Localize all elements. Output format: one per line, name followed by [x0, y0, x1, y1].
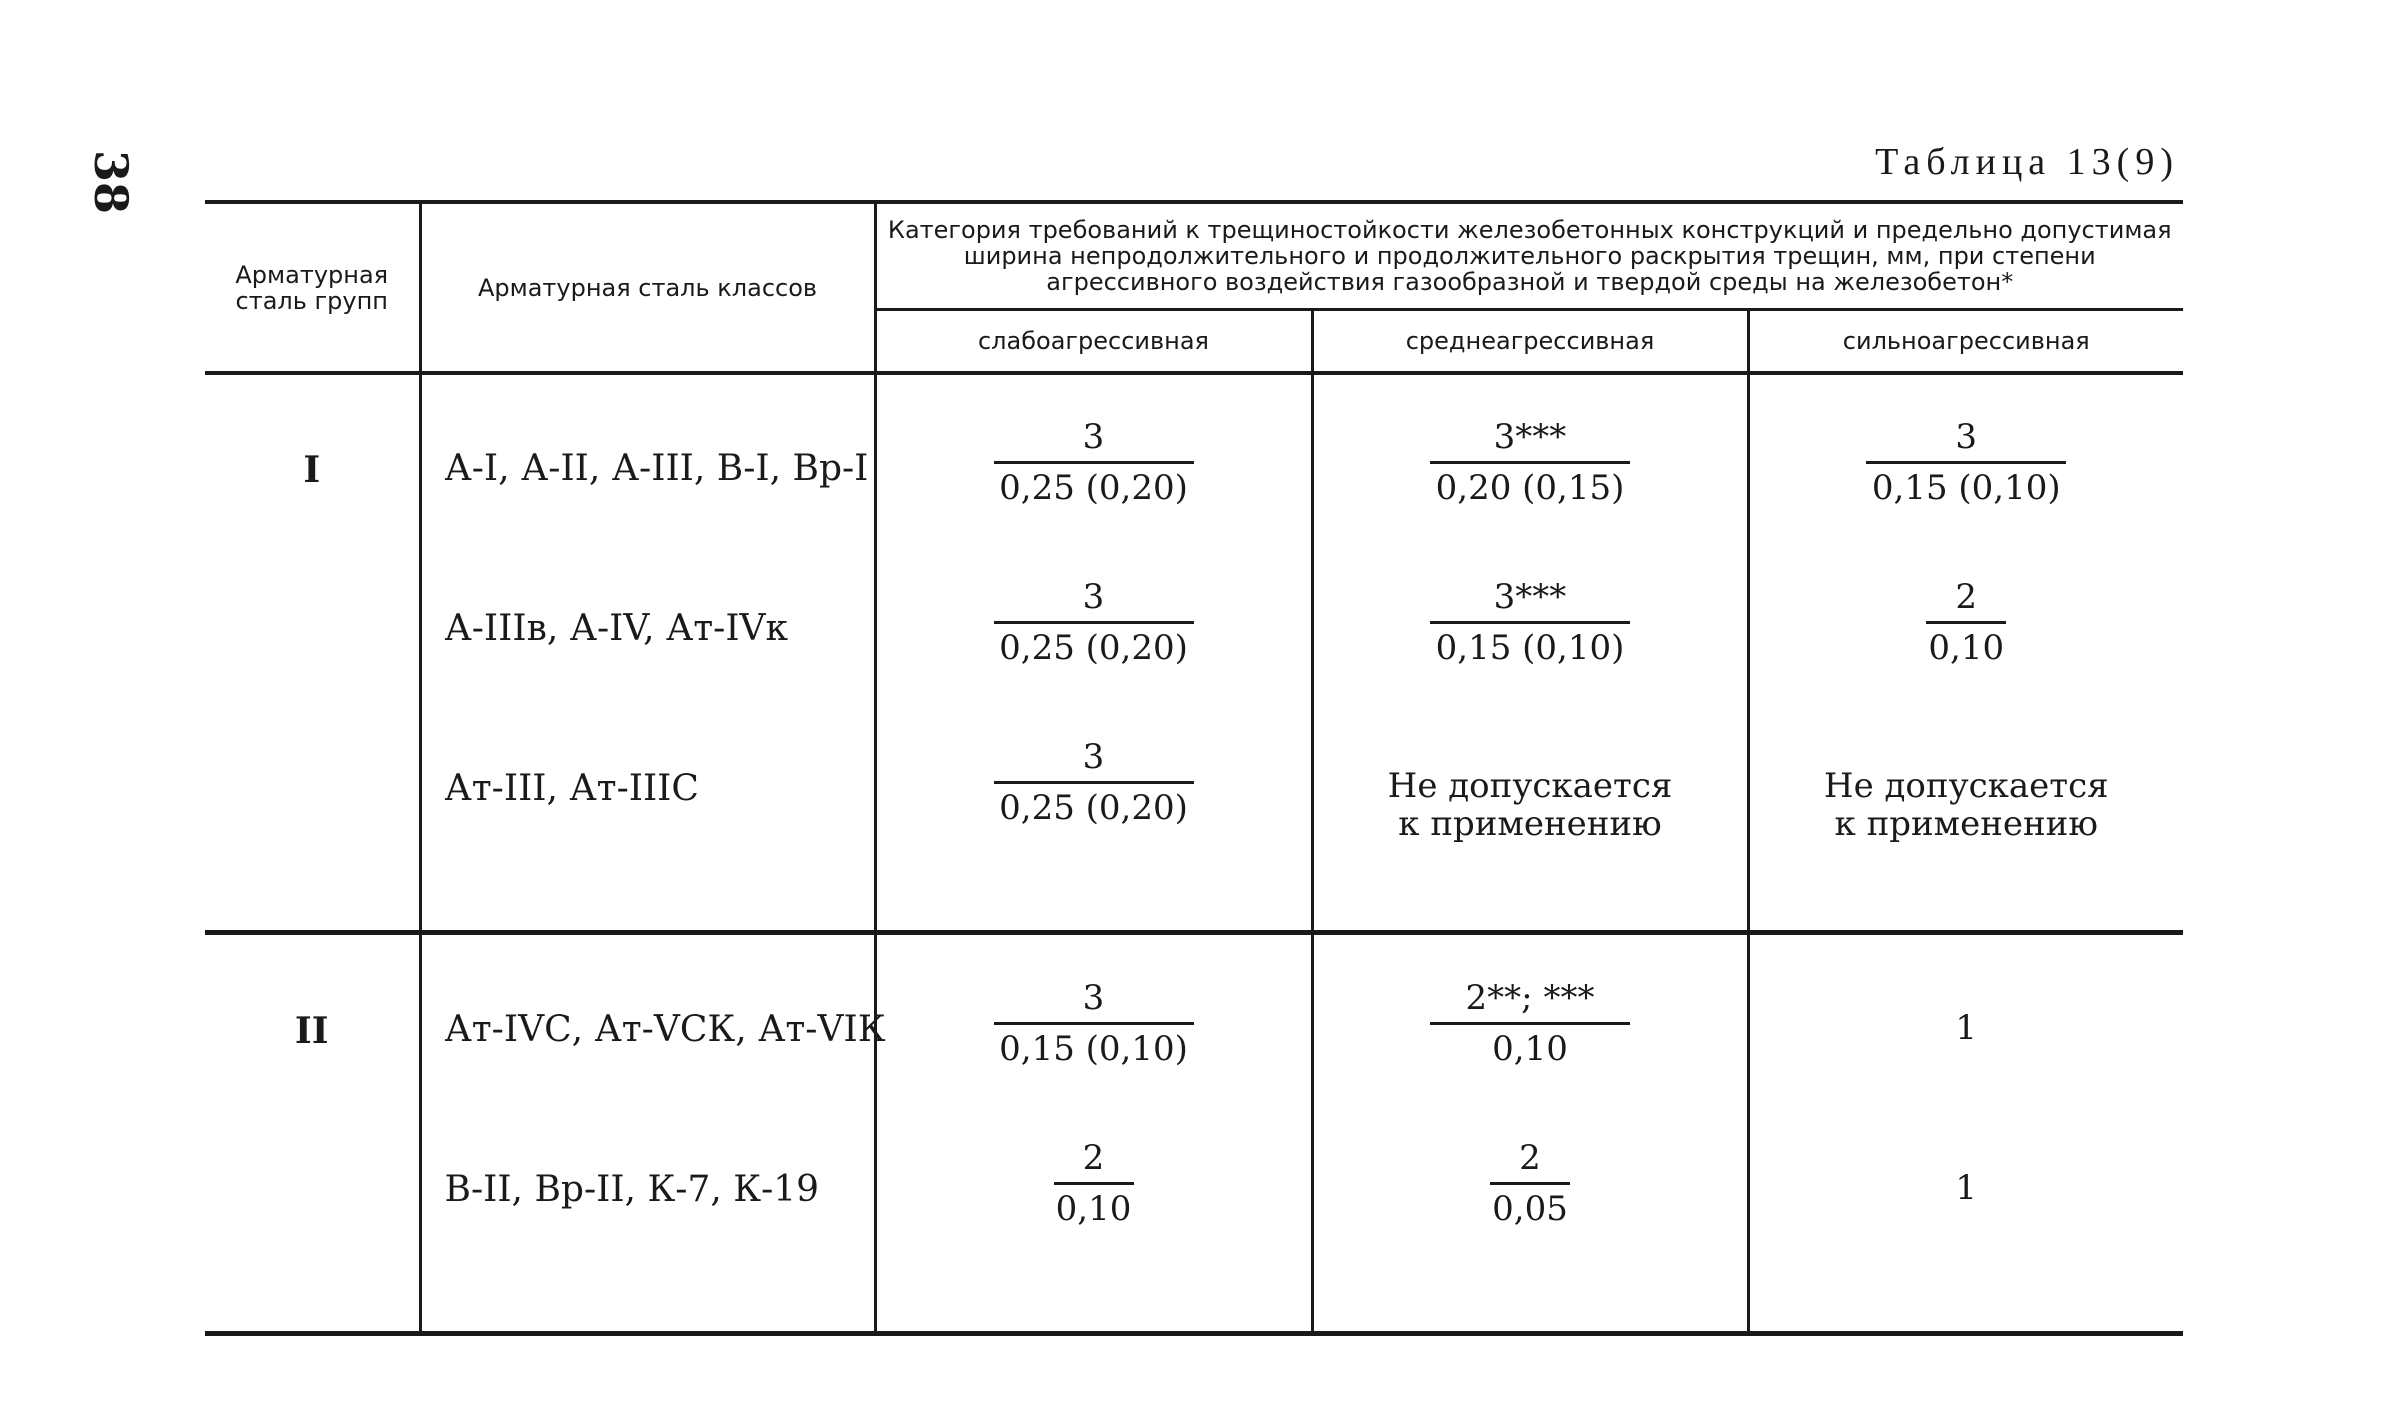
group-label: II: [294, 1010, 329, 1052]
not-allowed-text: [1824, 737, 2109, 843]
header-strong: сильноагрессивная: [1748, 310, 2183, 374]
category-value: 3: [1866, 417, 2066, 464]
not-allowed-line2: к применению: [1398, 804, 1662, 844]
category-value: 1: [1955, 1008, 1978, 1048]
weak-cell: [875, 373, 1312, 933]
value-entry: [1955, 1138, 1977, 1298]
value-entry: [994, 577, 1194, 737]
steel-class: А-IIIв, А-IV, Ат-IVк: [444, 608, 789, 649]
fraction: [1054, 1138, 1134, 1229]
medium-cell: [1312, 933, 1748, 1334]
page-number: 38: [84, 150, 138, 215]
crack-width-value: 0,15 (0,10): [1435, 628, 1625, 668]
group-label-cell: [205, 373, 420, 933]
value-entry: [1866, 417, 2066, 577]
strong-cell: [1748, 373, 2183, 933]
value-entry: [1388, 737, 1673, 897]
fraction: [994, 737, 1194, 828]
crack-width-value: 0,25 (0,20): [999, 468, 1188, 508]
fraction: [994, 577, 1194, 668]
category-value: 3***: [1430, 577, 1630, 624]
value-entry: [1430, 417, 1630, 577]
value-entry: [994, 978, 1194, 1138]
steel-class: В-II, Вр-II, К-7, К-19: [444, 1169, 820, 1210]
crack-width-value: 0,10: [1492, 1029, 1568, 1069]
fraction: [1430, 978, 1630, 1069]
crack-width-value: 0,25 (0,20): [999, 788, 1188, 828]
category-value: 3: [994, 737, 1194, 784]
table-title: Таблица 13(9): [1875, 141, 2179, 183]
strong-cell: [1748, 933, 2183, 1334]
crack-width-value: 0,20 (0,15): [1435, 468, 1625, 508]
value-entry: [994, 417, 1194, 577]
steel-class: А-I, А-II, А-III, В-I, Вр-I: [444, 448, 869, 489]
fraction: [1430, 577, 1630, 668]
group-label-cell: [205, 933, 420, 1334]
header-group: Арматурная сталь групп: [205, 202, 420, 373]
fraction: [994, 417, 1194, 508]
category-value: 3: [994, 417, 1194, 464]
not-allowed-line1: Не допускается: [1823, 766, 2109, 806]
value-entry: [994, 737, 1194, 897]
group-ii: [205, 933, 2183, 1334]
crack-resistance-table: [205, 200, 2183, 1336]
group-label: I: [303, 449, 321, 491]
fraction: [1866, 417, 2066, 508]
not-allowed-line1: Не допускается: [1387, 766, 1673, 806]
category-value: 1: [1955, 1168, 1978, 1208]
not-allowed-line2: к применению: [1834, 804, 2098, 844]
crack-width-value: 0,05: [1492, 1189, 1568, 1229]
classes-cell: [420, 933, 886, 1334]
category-value: 2: [1054, 1138, 1134, 1185]
category-value: 2: [1926, 577, 2006, 624]
category-value: 3: [994, 577, 1194, 624]
crack-width-value: 0,15 (0,10): [1871, 468, 2061, 508]
group-i: [205, 373, 2183, 933]
header-weak: слабоагрессивная: [875, 310, 1312, 374]
value-entry: [1430, 978, 1630, 1138]
category-value: 2**; ***: [1430, 978, 1630, 1025]
fraction: [1926, 577, 2006, 668]
crack-width-value: 0,10: [1928, 628, 2005, 668]
crack-width-value: 0,10: [1055, 1189, 1132, 1229]
crack-width-value: 0,25 (0,20): [999, 628, 1188, 668]
weak-cell: [875, 933, 1312, 1334]
header-category: Категория требований к трещиностойкости железобетонных конструкций и предельно допустимая ширина непродолжительного и продолжительного раскрытия трещин, мм, при степени агрессивного воздействия газообразной и твердой среды на железобетон*: [875, 202, 2183, 310]
header-medium: среднеагрессивная: [1312, 310, 1748, 374]
medium-cell: [1312, 373, 1748, 933]
value-entry: [1955, 978, 1977, 1138]
classes-cell: [420, 373, 875, 933]
fraction: [1490, 1138, 1570, 1229]
fraction: [1430, 417, 1630, 508]
header-classes: Арматурная сталь классов: [420, 202, 875, 373]
category-value: 2: [1490, 1138, 1570, 1185]
value-entry: [1054, 1138, 1134, 1298]
fraction: [994, 978, 1194, 1069]
value-entry: [1926, 577, 2006, 737]
value-entry: [1430, 577, 1630, 737]
category-value: 3: [994, 978, 1194, 1025]
steel-class: Ат-IVС, Ат-VСК, Ат-VIК: [444, 1009, 886, 1050]
value-entry: [1824, 737, 2109, 897]
steel-class: Ат-III, Ат-IIIС: [444, 768, 699, 809]
category-value: 3***: [1430, 417, 1630, 464]
crack-width-value: 0,15 (0,10): [999, 1029, 1188, 1069]
value-entry: [1490, 1138, 1570, 1298]
not-allowed-text: [1388, 737, 1673, 843]
